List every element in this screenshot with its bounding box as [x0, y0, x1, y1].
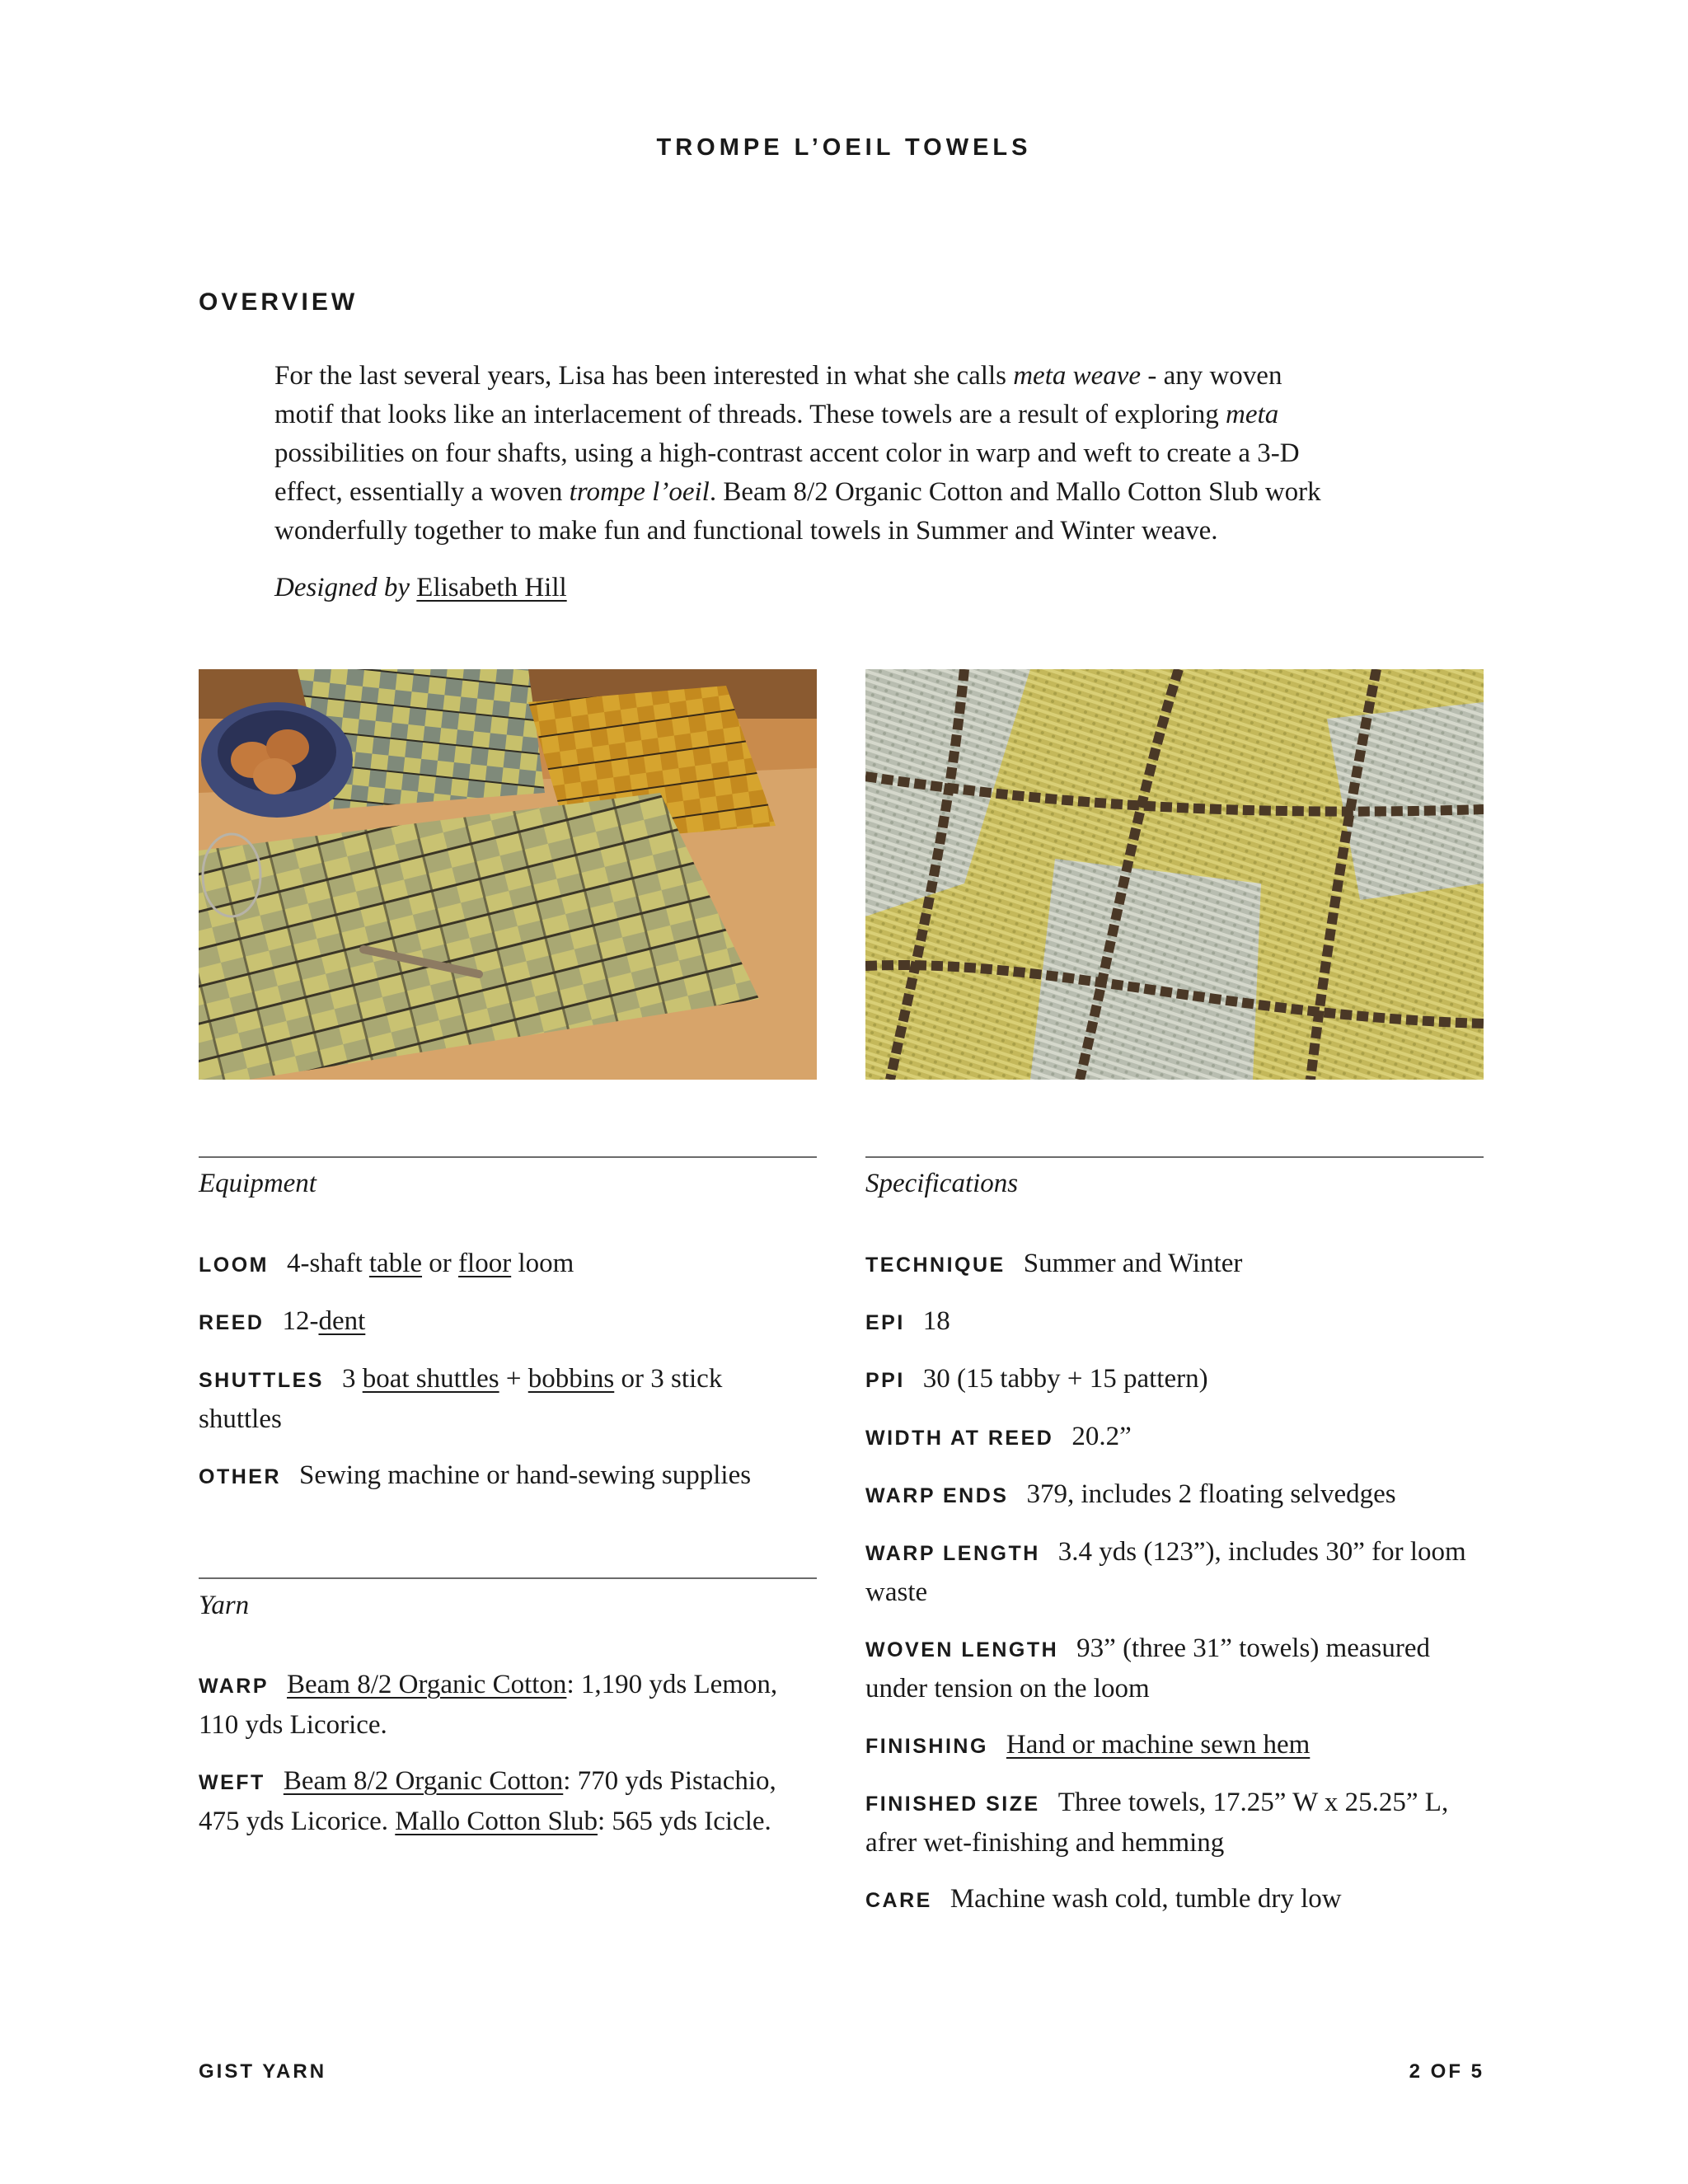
- spec-label: WIDTH AT REED: [865, 1427, 1054, 1450]
- spec-label: WARP LENGTH: [865, 1542, 1040, 1565]
- spec-value: : 1,190 yds Lemon,: [566, 1670, 778, 1699]
- spec-value: +: [499, 1364, 528, 1394]
- overview-emphasis: trompe l’oeil: [569, 477, 710, 507]
- designer-credit: [274, 569, 567, 607]
- overview-paragraph: [274, 357, 1445, 551]
- spec-value: Sewing machine or hand-sewing supplies: [299, 1460, 752, 1490]
- overview-text: - any woven: [1141, 361, 1282, 391]
- spec-reed: [199, 1302, 365, 1343]
- designed-by-label: Designed by: [274, 573, 410, 602]
- designer-link[interactable]: Elisabeth Hill: [416, 573, 567, 602]
- spec-shuttles: [199, 1360, 825, 1439]
- sewn-hem-link[interactable]: Hand or machine sewn hem: [1006, 1730, 1311, 1760]
- spec-label: CARE: [865, 1889, 932, 1912]
- spec-value: 12-: [282, 1306, 319, 1336]
- spec-label: LOOM: [199, 1254, 269, 1277]
- spec-epi: [865, 1302, 950, 1343]
- spec-label: WEFT: [199, 1771, 265, 1794]
- dent-link[interactable]: dent: [318, 1306, 366, 1336]
- spec-woven-length: [865, 1629, 1492, 1708]
- footer-brand: GIST YARN: [199, 2060, 327, 2083]
- spec-value: or: [422, 1249, 459, 1278]
- document-title: TROMPE L’OEIL TOWELS: [656, 134, 1032, 161]
- spec-value: 4-shaft: [287, 1249, 369, 1278]
- overview-emphasis: meta: [1226, 400, 1279, 429]
- boat-shuttles-link[interactable]: boat shuttles: [362, 1364, 499, 1394]
- spec-value: Summer and Winter: [1023, 1249, 1243, 1278]
- overview-text: wonderfully together to make fun and functional towels in Summer and Winter weave.: [274, 516, 1218, 546]
- spec-value: 30 (15 tabby + 15 pattern): [922, 1364, 1208, 1394]
- spec-value: 3.4 yds (123”), includes 30” for loom: [1057, 1537, 1466, 1567]
- spec-label: TECHNIQUE: [865, 1254, 1006, 1277]
- spec-label: WARP: [199, 1675, 269, 1698]
- spec-label: EPI: [865, 1311, 905, 1334]
- page-number: 2 OF 5: [1409, 2060, 1484, 2083]
- overview-heading: OVERVIEW: [199, 288, 359, 316]
- spec-loom: [199, 1244, 574, 1285]
- yarn-divider: [199, 1577, 817, 1579]
- spec-care: [865, 1880, 1342, 1920]
- spec-finished-size: [865, 1783, 1492, 1863]
- spec-value: 93” (three 31” towels) measured: [1076, 1633, 1430, 1663]
- spec-value: : 770 yds Pistachio,: [563, 1766, 776, 1796]
- weave-closeup-photo: [865, 669, 1484, 1080]
- spec-value: Three towels, 17.25” W x 25.25” L,: [1057, 1788, 1449, 1817]
- spec-value: 110 yds Licorice.: [199, 1710, 387, 1740]
- spec-label: FINISHING: [865, 1735, 988, 1758]
- spec-width-at-reed: [865, 1418, 1132, 1458]
- spec-label: SHUTTLES: [199, 1369, 324, 1392]
- mallo-cotton-slub-link[interactable]: Mallo Cotton Slub: [395, 1807, 598, 1836]
- spec-value: Machine wash cold, tumble dry low: [950, 1884, 1342, 1914]
- spec-warp-yarn: [199, 1666, 825, 1745]
- overview-text: possibilities on four shafts, using a high-contrast accent color in warp and weft to create a 3-D: [274, 438, 1300, 468]
- spec-label: OTHER: [199, 1465, 281, 1488]
- spec-value: waste: [865, 1577, 928, 1607]
- overview-emphasis: meta weave: [1013, 361, 1142, 391]
- specifications-divider: [865, 1156, 1484, 1158]
- bobbins-link[interactable]: bobbins: [528, 1364, 615, 1394]
- spec-other: [199, 1456, 751, 1497]
- overview-text: For the last several years, Lisa has been interested in what she calls: [274, 361, 1014, 391]
- table-loom-link[interactable]: table: [368, 1249, 423, 1278]
- yarn-title: Yarn: [199, 1591, 250, 1620]
- spec-label: REED: [199, 1311, 265, 1334]
- spec-label: WOVEN LENGTH: [865, 1638, 1059, 1661]
- spec-value: 18: [922, 1306, 950, 1336]
- overview-text: . Beam 8/2 Organic Cotton and Mallo Cotton Slub work: [709, 477, 1321, 507]
- spec-value: loom: [511, 1249, 574, 1278]
- spec-warp-ends: [865, 1475, 1396, 1516]
- spec-value: : 565 yds Icicle.: [597, 1807, 771, 1836]
- equipment-divider: [199, 1156, 817, 1158]
- overview-text: motif that looks like an interlacement of threads. These towels are a result of exploring: [274, 400, 1226, 429]
- beam-organic-cotton-link[interactable]: Beam 8/2 Organic Cotton: [283, 1766, 564, 1796]
- spec-value: afrer wet-finishing and hemming: [865, 1828, 1225, 1858]
- spec-label: FINISHED SIZE: [865, 1793, 1040, 1816]
- spec-weft-yarn: [199, 1762, 825, 1841]
- spec-value: 379, includes 2 floating selvedges: [1026, 1479, 1396, 1509]
- equipment-title: Equipment: [199, 1169, 316, 1198]
- spec-technique: [865, 1244, 1242, 1285]
- floor-loom-link[interactable]: floor: [458, 1249, 512, 1278]
- spec-warp-length: [865, 1533, 1492, 1612]
- spec-label: WARP ENDS: [865, 1484, 1009, 1507]
- spec-value: 20.2”: [1071, 1422, 1132, 1451]
- spec-value: shuttles: [199, 1404, 282, 1434]
- overview-text: effect, essentially a woven: [274, 477, 570, 507]
- spec-value: 3: [341, 1364, 363, 1394]
- towels-photo: [199, 669, 817, 1080]
- spec-value: 475 yds Licorice.: [199, 1807, 396, 1836]
- spec-value: under tension on the loom: [865, 1674, 1150, 1704]
- spec-label: PPI: [865, 1369, 905, 1392]
- spec-value: or 3 stick: [614, 1364, 723, 1394]
- specifications-title: Specifications: [865, 1169, 1019, 1198]
- beam-organic-cotton-link[interactable]: Beam 8/2 Organic Cotton: [287, 1670, 567, 1699]
- spec-ppi: [865, 1360, 1208, 1400]
- spec-finishing: [865, 1726, 1310, 1766]
